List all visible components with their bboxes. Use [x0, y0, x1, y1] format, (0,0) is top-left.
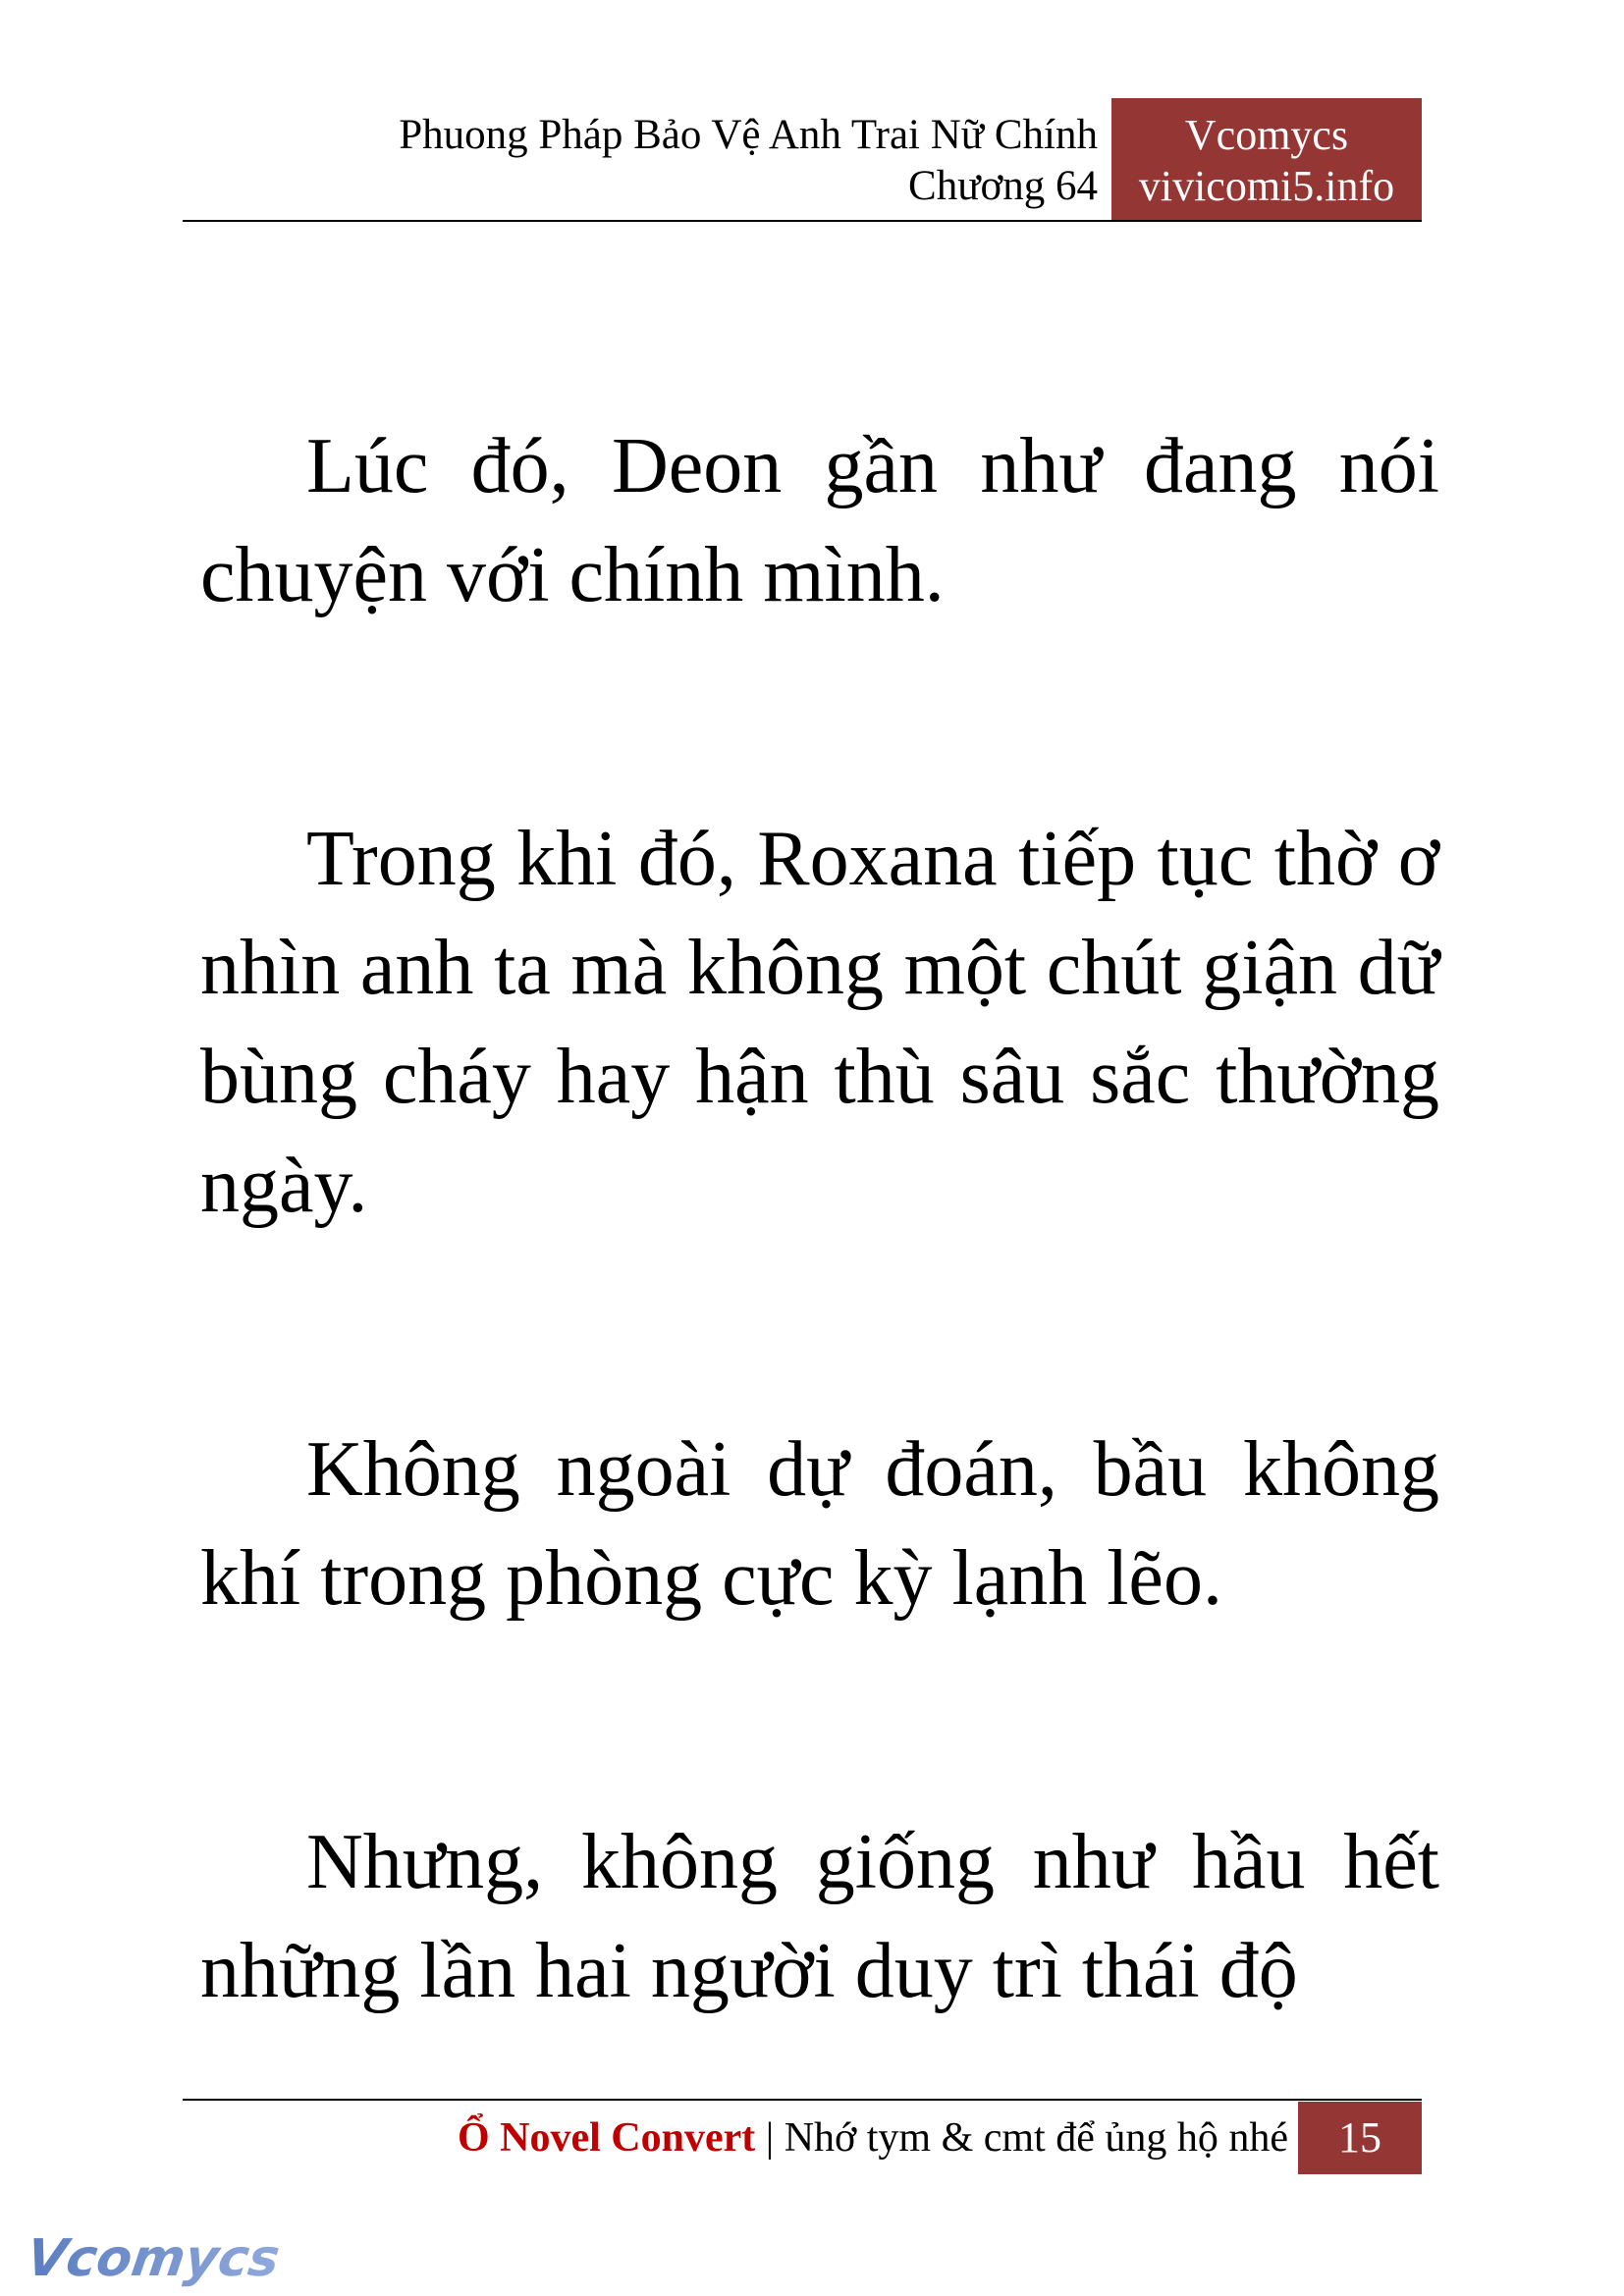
- page-number: 15: [1298, 2102, 1422, 2174]
- footer-message: Nhớ tym & cmt để ủng hộ nhé: [784, 2115, 1288, 2161]
- book-title: Phuong Pháp Bảo Vệ Anh Trai Nữ Chính: [399, 112, 1098, 158]
- paragraph-4: Nhưng, không giống như hầu hết những lần hai người duy trì thái độ: [200, 1819, 1439, 2014]
- paragraph-3: Không ngoài dự đoán, bầu không khí trong phòng cực kỳ lạnh lẽo.: [200, 1426, 1439, 1622]
- paragraph-2: Trong khi đó, Roxana tiếp tục thờ ơ nhìn anh ta mà không một chút giận dữ bùng cháy hay hận thù sâu sắc thường ngày.: [200, 816, 1439, 1229]
- paragraph-1: Lúc đó, Deon gần như đang nói chuyện với chính mình.: [200, 423, 1439, 618]
- page-header: [183, 98, 1422, 220]
- footer-text: [458, 2102, 1288, 2174]
- site-badge: [1111, 98, 1422, 220]
- svg-text:Vcomycs: Vcomycs: [23, 2229, 284, 2288]
- footer-separator: |: [755, 2115, 785, 2161]
- site-url: vivicomi5.info: [1138, 162, 1395, 210]
- footer-brand: Ổ Novel Convert: [457, 2115, 756, 2161]
- header-title-block: [399, 110, 1098, 212]
- vcomycs-logo-icon: [23, 2228, 284, 2291]
- header-divider: [183, 220, 1422, 222]
- site-name: Vcomycs: [1184, 111, 1349, 159]
- chapter-label: Chương 64: [908, 163, 1098, 209]
- footer-divider: [183, 2099, 1422, 2101]
- chapter-content: [200, 412, 1439, 2201]
- page-footer: [183, 2102, 1422, 2174]
